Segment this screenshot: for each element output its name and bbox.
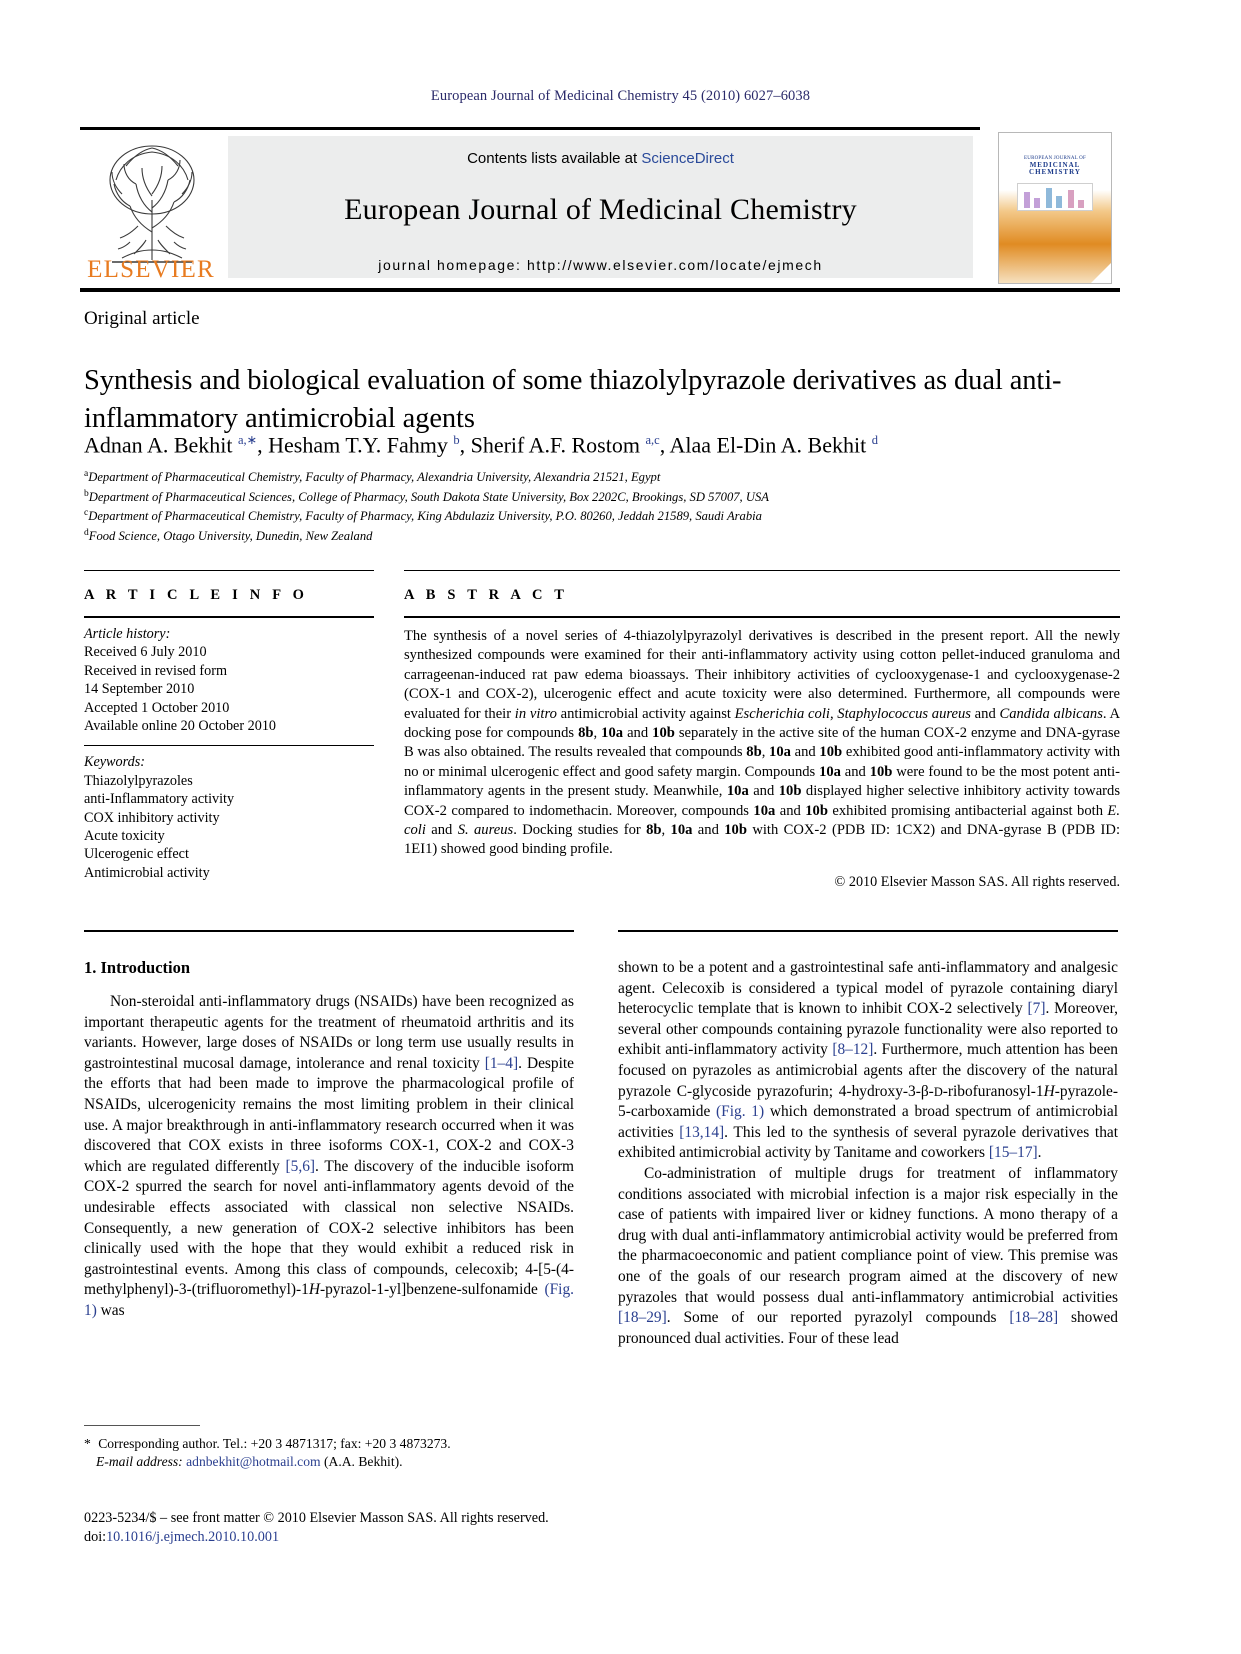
keywords-label: Keywords: [84,754,145,771]
cover-thumbnail-figure [1017,183,1093,211]
affiliation-list [84,466,1119,544]
affiliation-text: Department of Pharmaceutical Chemistry, Faculty of Pharmacy, Alexandria University, Alexandria 21521, Egypt [88,470,661,485]
journal-cover-thumbnail [998,132,1112,284]
doi-prefix: doi: [84,1529,107,1545]
affiliation-marker: a [84,469,89,479]
corresponding-author-footnote [84,1425,574,1471]
page-title: Synthesis and biological evaluation of some thiazolylpyrazole derivatives as dual anti-inflammatory antimicrobial agents [84,365,1062,435]
keyword-item: Thiazolylpyrazoles [84,772,193,789]
history-line: Received 6 July 2010 [84,644,207,661]
affiliation-text: Department of Pharmaceutical Chemistry, Faculty of Pharmacy, King Abdulaziz University, P.O. 80260, Jeddah 21589, Saudi Arabia [88,509,762,524]
issn-line: 0223-5234/$ – see front matter © 2010 Elsevier Masson SAS. All rights reserved. [84,1510,549,1526]
cover-fold-corner [1091,263,1111,283]
running-head: European Journal of Medicinal Chemistry 45 (2010) 6027–6038 [430,88,811,104]
intro-paragraph-right-2: Co-administration of multiple drugs for treatment of inflammatory conditions associated with microbial infection is a major risk especially in the case of patients with impaired liver or kidney functions. A mono therapy of a drug with dual anti-inflammatory antimicrobial activity would be preferred from the pharmacoeconomic and patient compliance point of view. This premise was one of the goals of our research program aimed at the discovery of new pyrazoles that would possess dual anti-inflammatory antimicrobial activities [18–29]. Some of our reported pyrazolyl compounds [18–28] showed pronounced dual activities. Four of these lead [618,1164,1118,1347]
abstract-text: The synthesis of a novel series of 4-thiazolylpyrazolyl derivatives is described in the present report. All the newly synthesized compounds were examined for their anti-inflammatory activity using cotton pellet-induced granuloma and carrageenan-induced rat paw edema bioassays. Their inhibitory activities of cyclooxygenase-1 and cyclooxygenase-2 (COX-1 and COX-2), ulcerogenic effect and acute toxicity were also determined. Furthermore, all compounds were evaluated for their in vitro antimicrobial activity against Escherichia coli, Staphylococcus aureus and Candida albicans. A docking pose for compounds 8b, 10a and 10b separately in the active site of the human COX-2 enzyme and DNA-gyrase B was also obtained. The results revealed that compounds 8b, 10a and 10b exhibited good anti-inflammatory activity with no or minimal ulcerogenic effect and good safety margin. Compounds 10a and 10b were found to be the most potent anti-inflammatory agents in the present study. Meanwhile, 10a and 10b displayed higher selective inhibitory activity towards COX-2 compared to indomethacin. Moreover, compounds 10a and 10b exhibited promising antibacterial against both E. coli and S. aureus. Docking studies for 8b, 10a and 10b with COX-2 (PDB ID: 1CX2) and DNA-gyrase B (PDB ID: 1EI1) showed good binding profile. [404,628,1121,858]
corresponding-author-line: * Corresponding author. Tel.: +20 3 4871317; fax: +20 3 4873273. [84,1436,451,1451]
sciencedirect-link[interactable]: ScienceDirect [641,150,734,167]
section-heading-introduction: 1. Introduction [84,958,191,977]
keyword-item: COX inhibitory activity [84,809,220,826]
affiliation-item [84,525,1119,545]
keywords-block [84,746,374,882]
abstract-column [404,570,1120,891]
contents-available-line [228,150,973,167]
masthead-bottom-rule [80,288,1120,292]
elsevier-wordmark: ELSEVIER [87,256,215,283]
cover-line-1: EUROPEAN JOURNAL OF [1024,156,1086,161]
author-list: Adnan A. Bekhit $^{a,∗}$, Hesham T.Y. Fahmy $^b$, Sherif A.F. Rostom $^{a,c}$, Alaa El-Din A. Bekhit $^d$ [84,432,878,458]
keyword-item: Antimicrobial activity [84,864,210,881]
history-line: Accepted 1 October 2010 [84,699,230,716]
copyright-line: © 2010 Elsevier Masson SAS. All rights reserved. [834,873,1120,890]
article-history-block [84,618,374,745]
keyword-item: Acute toxicity [84,828,165,845]
body-left-top-rule [84,930,574,932]
cover-line-3: CHEMISTRY [1029,168,1081,176]
abstract-heading: A B S T R A C T [404,587,569,603]
body-left-column [84,958,574,1322]
footnote-rule [84,1425,200,1426]
article-info-column [84,570,374,882]
history-line: Available online 20 October 2010 [84,718,277,735]
corresponding-author-email-line[interactable]: E-mail address: adnbekhit@hotmail.com (A.A. Bekhit). [96,1454,403,1469]
affiliation-marker: c [84,508,89,519]
affiliation-item [84,505,1119,525]
affiliation-marker: d [84,527,89,538]
cover-line-2: MEDICINAL [1029,161,1081,169]
article-history-label: Article history: [84,626,171,642]
affiliation-marker: b [84,488,89,499]
keyword-item: Ulcerogenic effect [84,846,189,863]
issn-footer [84,1509,644,1547]
cover-thumbnail-title [999,155,1111,176]
keyword-item: anti-Inflammatory activity [84,791,235,808]
doi-line [84,1528,644,1547]
affiliation-text: Department of Pharmaceutical Sciences, College of Pharmacy, South Dakota State University, Box 2202C, Brookings, SD 57007, USA [88,489,769,504]
affiliation-item [84,486,1119,506]
history-line: Received in revised form [84,662,228,679]
affiliation-text: Food Science, Otago University, Dunedin, New Zealand [88,528,373,543]
history-line: 14 September 2010 [84,681,195,698]
contents-box [228,136,973,278]
affiliation-item [84,466,1119,486]
contents-prefix: Contents lists available at [467,150,642,167]
doi-link[interactable]: 10.1016/j.ejmech.2010.10.001 [106,1529,280,1545]
intro-paragraph-right-1: shown to be a potent and a gastrointestinal safe anti-inflammatory and analgesic agent. Celecoxib is considered a typical model of pyrazole containing diaryl heterocyclic template that is known to inhibit COX-2 selectively [7]. Moreover, several other compounds containing pyrazole functionality were also reported to exhibit anti-inflammatory activity [8–12]. Furthermore, much attention has been focused on pyrazoles as antimicrobial agents after the discovery of the natural pyrazole C-glycoside pyrazofurin; 4-hydroxy-3-β-D-ribofuranosyl-1H-pyrazole-5-carboxamide (Fig. 1) which demonstrated a broad spectrum of antimicrobial activities [13,14]. This led to the synthesis of several pyrazole derivatives that exhibited antimicrobial activity by Tanitame and coworkers [15–17]. [618,959,1119,1162]
body-right-column [618,958,1118,1349]
journal-masthead [80,127,1120,292]
journal-title: European Journal of Medicinal Chemistry [344,193,857,226]
body-right-top-rule [618,930,1118,932]
journal-homepage-link[interactable]: journal homepage: http://www.elsevier.com/locate/ejmech [378,257,823,273]
article-type-label: Original article [84,308,200,329]
intro-paragraph-left: Non-steroidal anti-inflammatory drugs (NSAIDs) have been recognized as important therapeutic agents for the treatment of rheumatoid arthritis and its variants. However, large doses of NSAIDs or long term use usually results in gastrointestinal mucosal damage, intolerance and renal toxicity [1–4]. Despite the efforts that had been made to improve the pharmacological profile of NSAIDs, ulcerogenicity remains the most limiting problem in their clinical use. A major breakthrough in anti-inflammatory research occurred when it was discovered that COX exists in three isoforms COX-1, COX-2 and COX-3 which are regulated differently [5,6]. The discovery of the inducible isoform COX-2 spurred the search for novel anti-inflammatory agents devoid of the undesirable effects associated with classical non selective NSAIDs. Consequently, a new generation of COX-2 selective inhibitors has been clinically used with the hope that they would exhibit a reduced risk in gastrointestinal events. Among this class of compounds, celecoxib; 4-[5-(4-methylphenyl)-3-(trifluoromethyl)-1H-pyrazol-1-yl]benzene-sulfonamide (Fig. 1) was [84,993,574,1319]
article-info-heading: A R T I C L E I N F O [84,587,309,603]
